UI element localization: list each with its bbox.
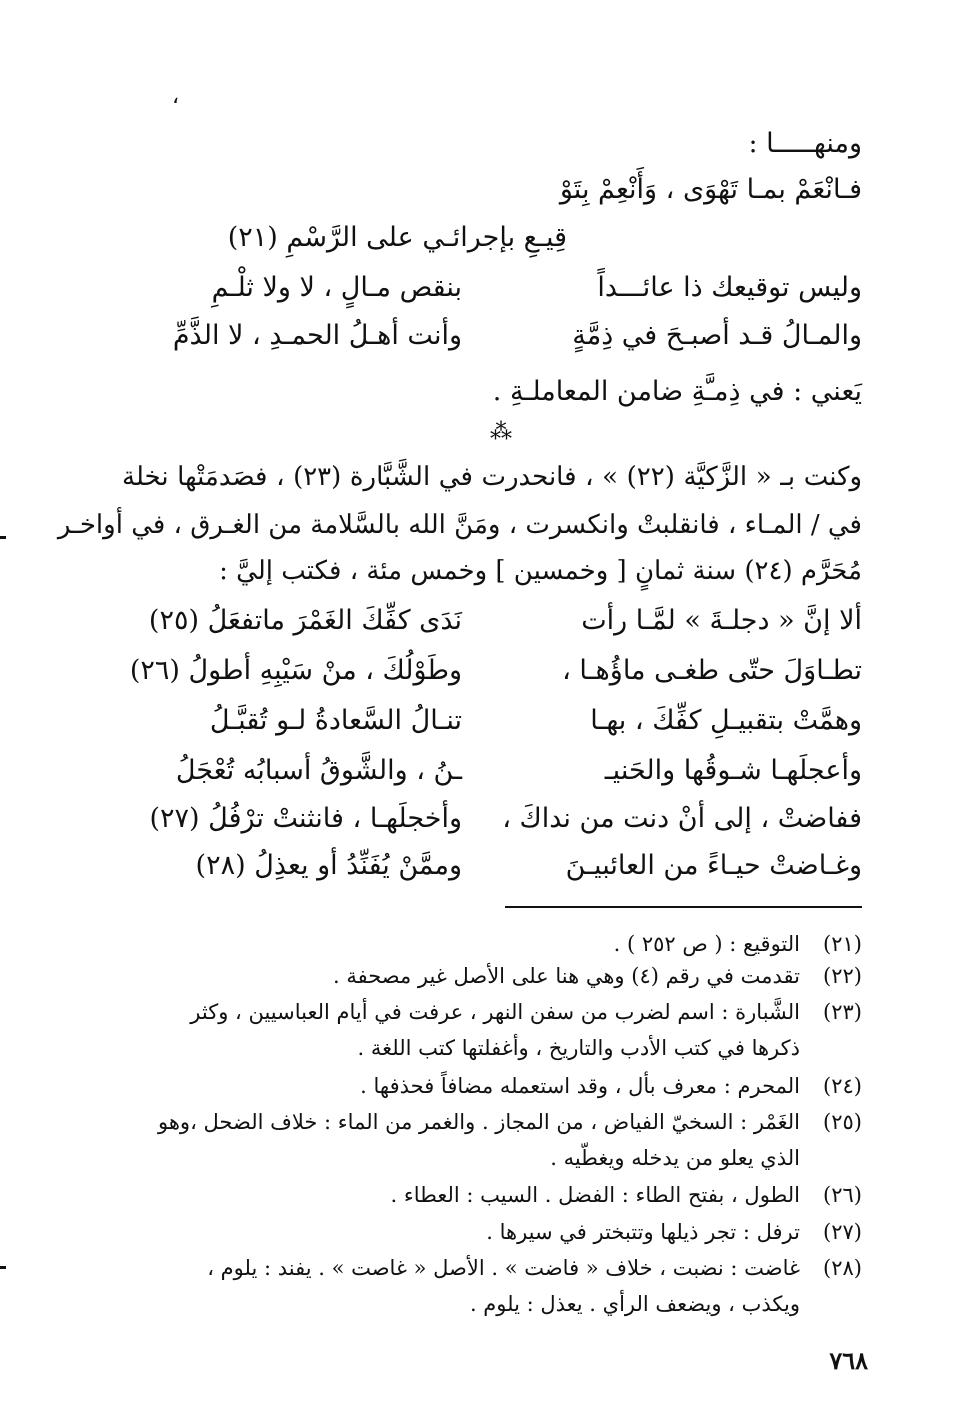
footnote-number: (٢١) <box>823 932 862 956</box>
poem-hemistich-first: وهمَّتْ بتقبيـلِ كفِّكَ ، بهـا <box>590 705 862 736</box>
footnote-separator <box>505 906 862 908</box>
poem-couplet <box>102 705 862 751</box>
footnote-number: (٢٨) <box>823 1256 862 1280</box>
poem-couplet <box>102 755 862 801</box>
verse-hemistich-first: وليس توقيعك ذا عائـــداً <box>597 272 862 303</box>
footnote-text: الذي يعلو من يدخله ويغطّيه . <box>550 1146 800 1170</box>
poem-hemistich-second: نَدَى كفِّكَ الغَمْرَ ماتفعَلُ (٢٥) <box>148 605 462 636</box>
footnote-22 <box>102 964 862 994</box>
page-number: ٧٦٨ <box>829 1346 868 1375</box>
footnote-23 <box>102 1000 862 1070</box>
paragraph-line: في / المـاء ، فانقلبتْ وانكسرت ، ومَنَّ الله بالسَّلامة من الغـرق ، في أواخـر <box>57 510 862 540</box>
verse-couplet-2 <box>102 320 862 366</box>
poem-hemistich-second: تنـالُ السَّعادةُ لـو تُقبَّـلُ <box>209 705 462 736</box>
footnote-25 <box>102 1110 862 1180</box>
verse-hemistich-second: بنقص مـالٍ ، لا ولا ثلْـمِ <box>211 272 462 303</box>
footnote-text: الشَّبارة : اسم لضرب من سفن النهر ، عرفت في أيام العباسيين ، وكثر <box>190 1000 800 1024</box>
poem-hemistich-first: تطـاوَلَ حتّى طغـى ماؤُهـا ، <box>562 655 862 686</box>
footnote-text: ويكذب ، ويضعف الرأي . يعذل : يلوم . <box>469 1292 800 1316</box>
footnote-number: (٢٣) <box>823 1000 862 1024</box>
footnote-number: (٢٥) <box>823 1110 862 1134</box>
verse-hemistich-first: والمـالُ قـد أصبـحَ في ذِمَّةٍ <box>572 320 862 351</box>
footnote-number: (٢٧) <box>823 1220 862 1244</box>
poem-couplet <box>102 655 862 701</box>
scan-edge-mark <box>0 536 6 539</box>
footnote-text: المحرم : معرف بأل ، وقد استعمله مضافاً فحذفها . <box>360 1074 800 1098</box>
footnote-28 <box>102 1256 862 1326</box>
poem-hemistich-second: وممَّنْ يُفَنِّدُ أو يعذِلُ (٢٨) <box>195 850 462 881</box>
poem-hemistich-first: ألا إنَّ « دجلـةَ » لمَّـا رأت <box>581 605 862 636</box>
footnote-27 <box>102 1220 862 1250</box>
footnote-text: التوقيع : ( ص ٢٥٢ ) . <box>613 932 800 956</box>
scan-edge-mark <box>0 1266 6 1269</box>
verse-line-1: فـانْعَمْ بمـا تَهْوَى ، وَأَنْعِمْ بِتَوْ <box>559 174 862 205</box>
verse-couplet-1 <box>102 272 862 318</box>
poem-hemistich-second: وأخجلَهـا ، فانثنتْ ترْفُلُ (٢٧) <box>149 803 462 834</box>
poem-hemistich-second: ـنُ ، والشَّوقُ أسبابُه تُعْجَلُ <box>175 755 462 786</box>
explanation-line: يَعني : في ذِمـَّةِ ضامن المعاملـةِ . <box>492 376 862 407</box>
footnote-text: الغَمْر : السخيّ الفياض ، من المجاز . والغمر من الماء : خلاف الضحل ،وهو <box>158 1110 800 1134</box>
footnote-number: (٢٢) <box>823 964 862 988</box>
footnote-text: ترفل : تجر ذيلها وتتبختر في سيرها . <box>486 1220 800 1244</box>
poem-couplet <box>102 803 862 849</box>
paragraph-line: وكنت بـ « الزَّكيَّة (٢٢) » ، فانحدرت في الشَّبَّارة (٢٣) ، فصَدمَتْها نخلة <box>122 462 863 492</box>
section-divider-stars: ⁂ <box>490 420 512 445</box>
footnote-text: الطول ، بفتح الطاء : الفضل . السيب : العطاء . <box>390 1183 800 1207</box>
poem-hemistich-first: وأعجلَهـا شـوقُها والحَنيـ <box>604 755 862 786</box>
poem-hemistich-first: ففاضتْ ، إلى أنْ دنت من نداكَ ، <box>502 803 862 834</box>
poem-hemistich-second: وطَوْلُكَ ، منْ سَيْبِهِ أطولُ (٢٦) <box>129 655 462 686</box>
footnote-21 <box>102 932 862 962</box>
footnote-text: تقدمت في رقم (٤) وهي هنا على الأصل غير مصحفة . <box>332 964 800 988</box>
footnote-number: (٢٤) <box>823 1074 862 1098</box>
footnote-number: (٢٦) <box>823 1183 862 1207</box>
verse-hemistich-second: وأنت أهـلُ الحمـدِ ، لا الذَّمِّ <box>172 320 462 351</box>
footnote-text: غاضت : نضبت ، خلاف « فاضت » . الأصل « غاصت » . يفند : يلوم ، <box>207 1256 800 1280</box>
footnote-text: ذكرها في كتب الأدب والتاريخ ، وأغفلتها كتب اللغة . <box>357 1036 800 1060</box>
footnote-26 <box>102 1183 862 1213</box>
poem-couplet <box>102 605 862 651</box>
paragraph-line: مُحَرَّم (٢٤) سنة ثمانٍ [ وخمسين ] وخمس مئة ، فكتب إليَّ : <box>219 556 862 586</box>
footnote-24 <box>102 1074 862 1104</box>
poem-hemistich-first: وغـاضتْ حيـاءً من العائبيـنَ <box>565 850 862 881</box>
page-mark: ، <box>172 84 180 109</box>
poem-couplet <box>102 850 862 896</box>
intro-line: ومنهـــــا : <box>748 128 862 159</box>
verse-line-2: قِيـعِ بإجرائـي على الرَّسْمِ (٢١) <box>227 222 567 253</box>
